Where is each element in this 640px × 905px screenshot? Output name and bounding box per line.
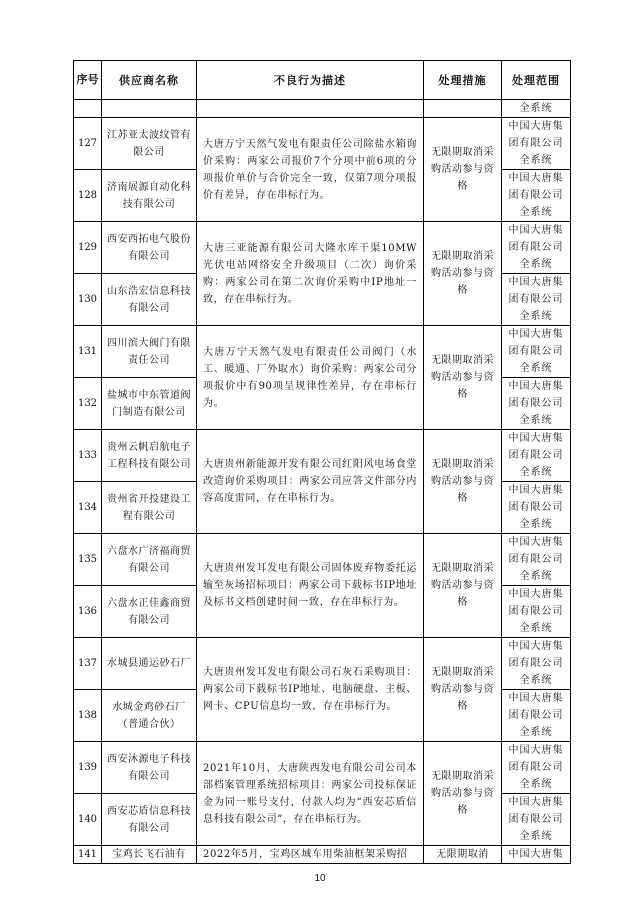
supplier-name: 山东浩宏信息科技有限公司 [102,274,197,326]
penalty-scope: 中国大唐集团有限公司全系统 [502,118,571,170]
continuation-scope: 全系统 [502,100,571,118]
header-supplier: 供应商名称 [102,61,197,100]
supplier-name: 西安西拓电气股份有限公司 [102,222,197,274]
table-row [74,534,571,586]
row-number: 141 [74,846,102,864]
row-number: 128 [74,170,102,222]
row-number: 139 [74,742,102,794]
penalty-measure: 无限期取消 [424,846,502,864]
penalty-measure: 无限期取消采购活动参与资格 [424,118,502,222]
supplier-name: 四川滨大阀门有限责任公司 [102,326,197,378]
supplier-name: 水城金鸡砂石厂（普通合伙） [102,690,197,742]
supplier-name: 贵州省开投建设工程有限公司 [102,482,197,534]
row-number: 136 [74,586,102,638]
misconduct-description: 2022年5月，宝鸡区域车用柴油框架采购招 [197,846,424,864]
table-body [74,100,571,864]
penalty-measure: 无限期取消采购活动参与资格 [424,326,502,430]
supplier-name: 贵州云帆启航电子工程科技有限公司 [102,430,197,482]
penalty-scope: 中国大唐集团有限公司全系统 [502,586,571,638]
row-number: 134 [74,482,102,534]
header-measure: 处理措施 [424,61,502,100]
supplier-name: 六盘水正佳鑫商贸有限公司 [102,586,197,638]
penalty-measure: 无限期取消采购活动参与资格 [424,638,502,742]
table-row [74,222,571,274]
row-number: 132 [74,378,102,430]
supplier-name: 宝鸡长飞石油有 [102,846,197,864]
penalty-scope: 中国大唐集团有限公司全系统 [502,274,571,326]
page-number: 10 [314,873,326,884]
supplier-name: 济南展源自动化科技有限公司 [102,170,197,222]
penalty-scope: 中国大唐集团有限公司全系统 [502,482,571,534]
misconduct-description: 2021年10月，大唐陕西发电有限公司公司本部档案管理系统招标项目：两家公司投标保证金为同一账号支付，付款人均为“西安芯盾信息科技有限公司”，存在串标行为。 [197,742,424,846]
supplier-name: 江苏亚太波纹管有限公司 [102,118,197,170]
penalty-scope: 中国大唐集团有限公司全系统 [502,534,571,586]
supplier-misconduct-table [73,60,571,864]
header-description: 不良行为描述 [197,61,424,100]
row-number: 140 [74,794,102,846]
header-no: 序号 [74,61,102,100]
header-scope: 处理范围 [502,61,571,100]
continuation-row [74,100,571,118]
misconduct-description: 大唐贵州发耳发电有限公司石灰石采购项目：两家公司下载标书IP地址、电脑硬盘、主板、网卡、CPU信息均一致，存在串标行为。 [197,638,424,742]
table-row [74,430,571,482]
table-row [74,118,571,170]
penalty-measure: 无限期取消采购活动参与资格 [424,222,502,326]
row-number: 133 [74,430,102,482]
penalty-scope: 中国大唐集团有限公司全系统 [502,794,571,846]
supplier-name: 盐城市中东管道阀门制造有限公司 [102,378,197,430]
penalty-measure: 无限期取消采购活动参与资格 [424,742,502,846]
penalty-scope: 中国大唐集团有限公司全系统 [502,170,571,222]
misconduct-description: 大唐三亚能源有限公司大隆水库干渠10MW光伏电站网络安全升级项目（二次）询价采购：两家公司在第二次询价采购中IP地址一致，存在串标行为。 [197,222,424,326]
penalty-scope: 中国大唐集团有限公司全系统 [502,222,571,274]
misconduct-description: 大唐万宁天然气发电有限责任公司除盐水箱询价采购：两家公司报价7个分项中前6项的分项报价单价与合价完全一致，仅第7项分项报价有差异，存在串标行为。 [197,118,424,222]
supplier-name: 六盘水广济福商贸有限公司 [102,534,197,586]
penalty-scope: 中国大唐集团有限公司全系统 [502,378,571,430]
table-row [74,638,571,690]
row-number: 129 [74,222,102,274]
supplier-name: 西安沐源电子科技有限公司 [102,742,197,794]
misconduct-description: 大唐贵州新能源开发有限公司红阳风电场食堂改造询价采购项目：两家公司应答文件部分内容高度雷同，存在串标行为。 [197,430,424,534]
row-number: 138 [74,690,102,742]
row-number: 135 [74,534,102,586]
penalty-scope: 中国大唐集团有限公司全系统 [502,430,571,482]
row-number: 137 [74,638,102,690]
penalty-scope: 中国大唐集团有限公司全系统 [502,742,571,794]
penalty-measure: 无限期取消采购活动参与资格 [424,430,502,534]
supplier-name: 西安芯盾信息科技有限公司 [102,794,197,846]
penalty-scope: 中国大唐集团有限公司全系统 [502,638,571,690]
row-number: 130 [74,274,102,326]
penalty-measure: 无限期取消采购活动参与资格 [424,534,502,638]
table-row [74,326,571,378]
penalty-scope: 中国大唐集 [502,846,571,864]
penalty-scope: 中国大唐集团有限公司全系统 [502,690,571,742]
supplier-name: 水城县通运砂石厂 [102,638,197,690]
table-row [74,742,571,794]
misconduct-description: 大唐贵州发耳发电有限公司固体废弃物委托运输至灰场招标项目：两家公司下载标书IP地址及标书文档创建时间一致，存在串标行为。 [197,534,424,638]
penalty-scope: 中国大唐集团有限公司全系统 [502,326,571,378]
row-number: 127 [74,118,102,170]
row-number: 131 [74,326,102,378]
misconduct-description: 大唐万宁天然气发电有限责任公司阀门（水工、暖通、厂外取水）询价采购：两家公司分项报价中有90项呈规律性差异，存在串标行为。 [197,326,424,430]
table-row [74,846,571,864]
